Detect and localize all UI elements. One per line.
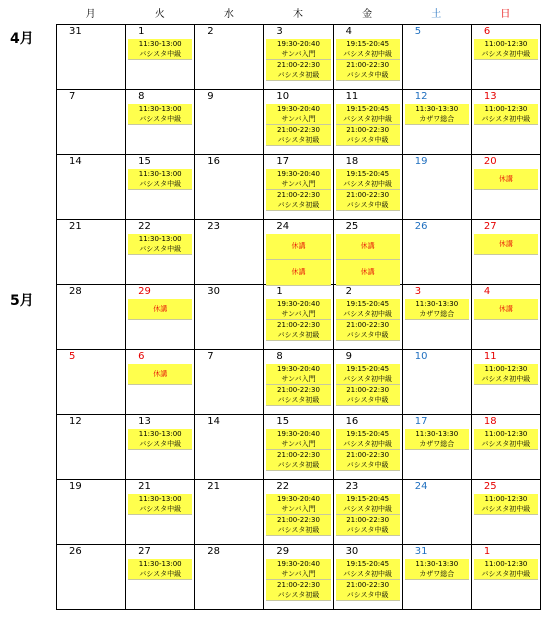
event-time: 19:15-20:45	[346, 170, 390, 178]
day-cell	[126, 285, 195, 350]
event-time: 21:00-22:30	[346, 321, 390, 329]
event-time: 11:30-13:00	[138, 495, 182, 503]
day-cell	[472, 90, 541, 155]
event-time: 11:00-12:30	[484, 40, 528, 48]
day-cell	[57, 285, 126, 350]
event-name: カザワ総合	[419, 440, 455, 448]
class-event	[474, 559, 538, 580]
day-number: 17	[276, 156, 290, 167]
day-number: 21	[207, 481, 221, 492]
event-name: バシスタ中級	[346, 201, 389, 209]
event-name: サンバ入門	[281, 440, 316, 448]
cancelled-badge: 休講	[474, 299, 538, 320]
day-number: 31	[69, 26, 82, 37]
day-cell	[57, 90, 126, 155]
day-number: 3	[414, 286, 422, 297]
day-cell	[403, 25, 472, 90]
day-cell	[403, 350, 472, 415]
event-name: バシスタ中級	[346, 136, 389, 144]
day-cell	[264, 90, 333, 155]
day-number: 26	[414, 221, 428, 232]
event-name: バシスタ中級	[139, 570, 182, 578]
day-cell	[57, 480, 126, 545]
day-number: 23	[345, 481, 359, 492]
day-cell	[126, 25, 195, 90]
class-event	[336, 559, 400, 580]
weekday-label: 土	[431, 9, 442, 20]
event-name: サンバ入門	[281, 310, 316, 318]
day-cell	[334, 155, 403, 220]
class-event	[336, 515, 400, 536]
event-time: 11:30-13:30	[415, 105, 459, 113]
class-event	[266, 299, 330, 320]
event-time: 19:30-20:40	[277, 495, 320, 503]
event-time: 11:30-13:30	[415, 430, 459, 438]
event-name: サンバ入門	[281, 50, 316, 58]
class-event	[128, 429, 192, 450]
event-name: バシスタ中級	[139, 50, 182, 58]
class-event	[266, 385, 330, 406]
day-cell	[264, 220, 333, 285]
day-number: 1	[276, 286, 283, 297]
event-time: 21:00-22:30	[277, 516, 320, 524]
class-event	[336, 364, 400, 385]
cancelled-badge: 休講	[336, 260, 400, 286]
day-cell	[126, 545, 195, 610]
day-number: 4	[483, 286, 491, 297]
event-name: バシスタ初級	[277, 461, 320, 469]
event-time: 21:00-22:30	[277, 61, 320, 69]
day-number: 24	[276, 221, 290, 232]
class-event	[128, 169, 192, 190]
day-cell	[403, 285, 472, 350]
event-name: バシスタ中級	[346, 396, 389, 404]
day-cell	[57, 155, 126, 220]
day-number: 1	[483, 546, 491, 557]
day-number: 5	[69, 351, 76, 362]
day-number: 10	[414, 351, 428, 362]
day-cell	[472, 25, 541, 90]
day-cell	[403, 415, 472, 480]
day-number: 8	[276, 351, 283, 362]
day-cell	[126, 480, 195, 545]
day-cell	[472, 545, 541, 610]
event-name: バシスタ中級	[139, 505, 182, 513]
day-number: 22	[276, 481, 290, 492]
day-number: 16	[207, 156, 221, 167]
event-time: 11:30-13:00	[138, 235, 182, 243]
class-event	[336, 190, 400, 211]
cancelled-badge: 休講	[474, 234, 538, 255]
day-cell	[195, 220, 264, 285]
day-number: 30	[207, 286, 221, 297]
event-time: 19:30-20:40	[277, 40, 320, 48]
day-cell	[403, 220, 472, 285]
event-name: バシスタ初級	[277, 526, 320, 534]
class-event	[266, 39, 330, 60]
event-name: サンバ入門	[281, 375, 316, 383]
event-time: 11:00-12:30	[484, 560, 528, 568]
day-cell	[334, 220, 403, 285]
day-number: 25	[483, 481, 497, 492]
day-number: 22	[138, 221, 151, 232]
event-time: 11:00-12:30	[484, 365, 528, 373]
day-number: 9	[345, 351, 352, 362]
event-name: バシスタ中級	[346, 71, 389, 79]
class-event	[266, 169, 330, 190]
day-cell	[195, 90, 264, 155]
event-name: サンバ入門	[281, 505, 316, 513]
day-number: 13	[138, 416, 151, 427]
class-event	[128, 104, 192, 125]
day-number: 21	[69, 221, 82, 232]
day-cell	[403, 155, 472, 220]
day-number: 11	[483, 351, 497, 362]
event-name: バシスタ初級	[277, 201, 320, 209]
class-event	[474, 39, 538, 60]
event-time: 11:00-12:30	[484, 495, 528, 503]
event-name: バシスタ初中級	[481, 115, 531, 123]
day-number: 27	[483, 221, 497, 232]
day-cell	[195, 155, 264, 220]
class-event	[128, 39, 192, 60]
day-number: 29	[276, 546, 290, 557]
day-number: 26	[69, 546, 82, 557]
day-number: 8	[138, 91, 145, 102]
event-name: バシスタ初中級	[481, 440, 531, 448]
class-event	[405, 104, 469, 125]
event-time: 21:00-22:30	[277, 321, 320, 329]
event-time: 11:00-12:30	[484, 105, 528, 113]
day-cell	[195, 350, 264, 415]
day-cell	[403, 480, 472, 545]
day-number: 2	[345, 286, 352, 297]
day-number: 13	[483, 91, 497, 102]
weekday-label: 火	[154, 9, 165, 20]
class-event	[266, 60, 330, 81]
day-cell	[334, 545, 403, 610]
day-number: 29	[138, 286, 151, 297]
day-number: 1	[138, 26, 145, 37]
event-time: 19:30-20:40	[277, 430, 320, 438]
day-number: 5	[414, 26, 422, 37]
event-time: 21:00-22:30	[346, 451, 390, 459]
event-time: 11:30-13:00	[138, 105, 182, 113]
event-time: 21:00-22:30	[277, 191, 320, 199]
day-number: 23	[207, 221, 221, 232]
class-event	[266, 494, 330, 515]
event-time: 11:00-12:30	[484, 430, 528, 438]
event-name: バシスタ初中級	[481, 505, 531, 513]
class-event	[474, 364, 538, 385]
event-time: 19:15-20:45	[346, 560, 390, 568]
class-event	[336, 104, 400, 125]
day-cell	[403, 90, 472, 155]
day-number: 6	[138, 351, 145, 362]
class-event	[266, 515, 330, 536]
day-number: 7	[69, 91, 76, 102]
day-cell	[334, 350, 403, 415]
day-cell	[57, 415, 126, 480]
event-time: 19:30-20:40	[277, 105, 320, 113]
day-number: 25	[345, 221, 359, 232]
class-event	[336, 169, 400, 190]
event-name: バシスタ中級	[346, 591, 389, 599]
day-cell	[472, 480, 541, 545]
calendar-grid	[56, 24, 541, 610]
day-number: 28	[69, 286, 82, 297]
day-number: 3	[276, 26, 283, 37]
class-event	[336, 320, 400, 341]
class-event	[336, 450, 400, 471]
day-cell	[472, 350, 541, 415]
class-event	[405, 429, 469, 450]
class-event	[405, 299, 469, 320]
day-cell	[126, 155, 195, 220]
day-cell	[57, 545, 126, 610]
day-cell	[195, 480, 264, 545]
day-cell	[126, 90, 195, 155]
event-name: バシスタ初中級	[343, 310, 393, 318]
event-time: 11:30-13:00	[138, 170, 182, 178]
event-name: カザワ総合	[419, 570, 455, 578]
class-event	[266, 429, 330, 450]
day-number: 12	[414, 91, 428, 102]
event-time: 19:30-20:40	[277, 365, 320, 373]
event-time: 21:00-22:30	[346, 581, 390, 589]
day-cell	[472, 415, 541, 480]
day-number: 20	[483, 156, 497, 167]
event-name: バシスタ初級	[277, 331, 320, 339]
day-number: 19	[414, 156, 428, 167]
cancelled-badge: 休講	[128, 364, 192, 385]
class-event	[336, 299, 400, 320]
class-event	[266, 559, 330, 580]
cancelled-badge: 休講	[474, 169, 538, 190]
day-number: 28	[207, 546, 221, 557]
class-event	[336, 580, 400, 601]
day-cell	[334, 25, 403, 90]
event-time: 21:00-22:30	[346, 126, 390, 134]
event-name: カザワ総合	[419, 115, 455, 123]
event-time: 19:15-20:45	[346, 430, 390, 438]
event-time: 21:00-22:30	[346, 61, 390, 69]
event-time: 11:30-13:30	[415, 300, 459, 308]
class-event	[474, 104, 538, 125]
day-cell	[57, 220, 126, 285]
class-event	[336, 60, 400, 81]
event-time: 11:30-13:00	[138, 430, 182, 438]
day-number: 7	[207, 351, 214, 362]
event-name: バシスタ初中級	[343, 180, 393, 188]
cancelled-badge: 休講	[266, 234, 330, 260]
event-name: サンバ入門	[281, 115, 316, 123]
day-number: 9	[207, 91, 214, 102]
day-cell	[264, 155, 333, 220]
event-time: 21:00-22:30	[346, 191, 390, 199]
event-name: カザワ総合	[419, 310, 455, 318]
day-cell	[264, 285, 333, 350]
class-event	[266, 364, 330, 385]
class-event	[128, 559, 192, 580]
class-event	[266, 580, 330, 601]
weekday-label: 水	[223, 9, 234, 20]
event-name: バシスタ中級	[139, 180, 182, 188]
day-cell	[264, 350, 333, 415]
class-event	[336, 429, 400, 450]
event-time: 21:00-22:30	[277, 126, 320, 134]
class-event	[128, 494, 192, 515]
event-name: バシスタ中級	[139, 115, 182, 123]
event-time: 19:30-20:40	[277, 560, 320, 568]
day-number: 6	[483, 26, 491, 37]
day-cell	[264, 545, 333, 610]
cancelled-badge: 休講	[266, 260, 330, 286]
event-name: バシスタ初級	[277, 396, 320, 404]
event-time: 11:30-13:00	[138, 40, 182, 48]
event-name: サンバ入門	[281, 570, 316, 578]
cancelled-badge: 休講	[128, 299, 192, 320]
event-name: バシスタ初中級	[343, 505, 393, 513]
class-event	[474, 429, 538, 450]
event-name: バシスタ中級	[139, 245, 182, 253]
event-name: バシスタ中級	[346, 526, 389, 534]
event-time: 21:00-22:30	[346, 386, 390, 394]
event-name: バシスタ初中級	[343, 570, 393, 578]
day-number: 30	[345, 546, 359, 557]
event-time: 21:00-22:30	[277, 581, 320, 589]
class-event	[336, 39, 400, 60]
day-number: 14	[207, 416, 221, 427]
event-name: バシスタ初中級	[343, 440, 393, 448]
day-cell	[57, 350, 126, 415]
day-cell	[472, 220, 541, 285]
weekday-header	[56, 6, 540, 24]
event-name: バシスタ初中級	[343, 375, 393, 383]
weekday-label: 月	[85, 9, 96, 20]
event-name: バシスタ初級	[277, 71, 320, 79]
day-number: 17	[414, 416, 428, 427]
day-cell	[334, 90, 403, 155]
day-cell	[264, 480, 333, 545]
day-cell	[126, 350, 195, 415]
event-time: 19:15-20:45	[346, 495, 390, 503]
day-cell	[195, 25, 264, 90]
class-event	[266, 104, 330, 125]
event-time: 19:30-20:40	[277, 170, 320, 178]
class-event	[128, 234, 192, 255]
event-time: 21:00-22:30	[346, 516, 390, 524]
cancelled-badge: 休講	[336, 234, 400, 260]
day-cell	[195, 545, 264, 610]
day-cell	[334, 285, 403, 350]
class-event	[266, 125, 330, 146]
class-event	[266, 190, 330, 211]
event-name: バシスタ中級	[139, 440, 182, 448]
day-cell	[403, 545, 472, 610]
day-cell	[472, 155, 541, 220]
event-name: バシスタ初中級	[343, 50, 393, 58]
day-number: 16	[345, 416, 359, 427]
event-time: 11:30-13:00	[138, 560, 182, 568]
event-time: 19:15-20:45	[346, 365, 390, 373]
day-number: 11	[345, 91, 359, 102]
event-name: バシスタ初中級	[343, 115, 393, 123]
day-cell	[472, 285, 541, 350]
day-cell	[334, 415, 403, 480]
month-label-april: 4月	[10, 31, 34, 47]
event-time: 21:00-22:30	[277, 451, 320, 459]
event-time: 11:30-13:30	[415, 560, 459, 568]
day-number: 4	[345, 26, 352, 37]
weekday-label: 金	[362, 9, 373, 20]
class-event	[336, 385, 400, 406]
event-name: バシスタ初中級	[481, 375, 531, 383]
event-name: バシスタ中級	[346, 461, 389, 469]
event-time: 19:15-20:45	[346, 105, 390, 113]
day-number: 15	[276, 416, 290, 427]
day-cell	[334, 480, 403, 545]
day-number: 18	[345, 156, 359, 167]
day-cell	[126, 415, 195, 480]
month-label-may: 5月	[10, 293, 34, 309]
day-number: 19	[69, 481, 82, 492]
day-number: 15	[138, 156, 151, 167]
event-name: バシスタ初級	[277, 136, 320, 144]
class-event	[405, 559, 469, 580]
event-name: バシスタ初中級	[481, 50, 531, 58]
class-event	[336, 494, 400, 515]
class-event	[266, 450, 330, 471]
day-number: 12	[69, 416, 82, 427]
event-time: 19:15-20:45	[346, 300, 390, 308]
day-cell	[195, 285, 264, 350]
day-number: 24	[414, 481, 428, 492]
day-number: 14	[69, 156, 82, 167]
class-event	[336, 125, 400, 146]
day-cell	[264, 25, 333, 90]
day-cell	[195, 415, 264, 480]
day-number: 18	[483, 416, 497, 427]
event-time: 21:00-22:30	[277, 386, 320, 394]
class-event	[474, 494, 538, 515]
class-event	[266, 320, 330, 341]
event-name: バシスタ初級	[277, 591, 320, 599]
event-time: 19:30-20:40	[277, 300, 320, 308]
event-name: サンバ入門	[281, 180, 316, 188]
day-number: 2	[207, 26, 214, 37]
day-number: 27	[138, 546, 151, 557]
day-number: 31	[414, 546, 428, 557]
weekday-label: 木	[292, 9, 303, 20]
event-name: バシスタ初中級	[481, 570, 531, 578]
event-time: 19:15-20:45	[346, 40, 390, 48]
event-name: バシスタ中級	[346, 331, 389, 339]
day-number: 21	[138, 481, 151, 492]
weekday-label: 日	[500, 9, 511, 20]
day-cell	[57, 25, 126, 90]
day-number: 10	[276, 91, 290, 102]
day-cell	[264, 415, 333, 480]
day-cell	[126, 220, 195, 285]
